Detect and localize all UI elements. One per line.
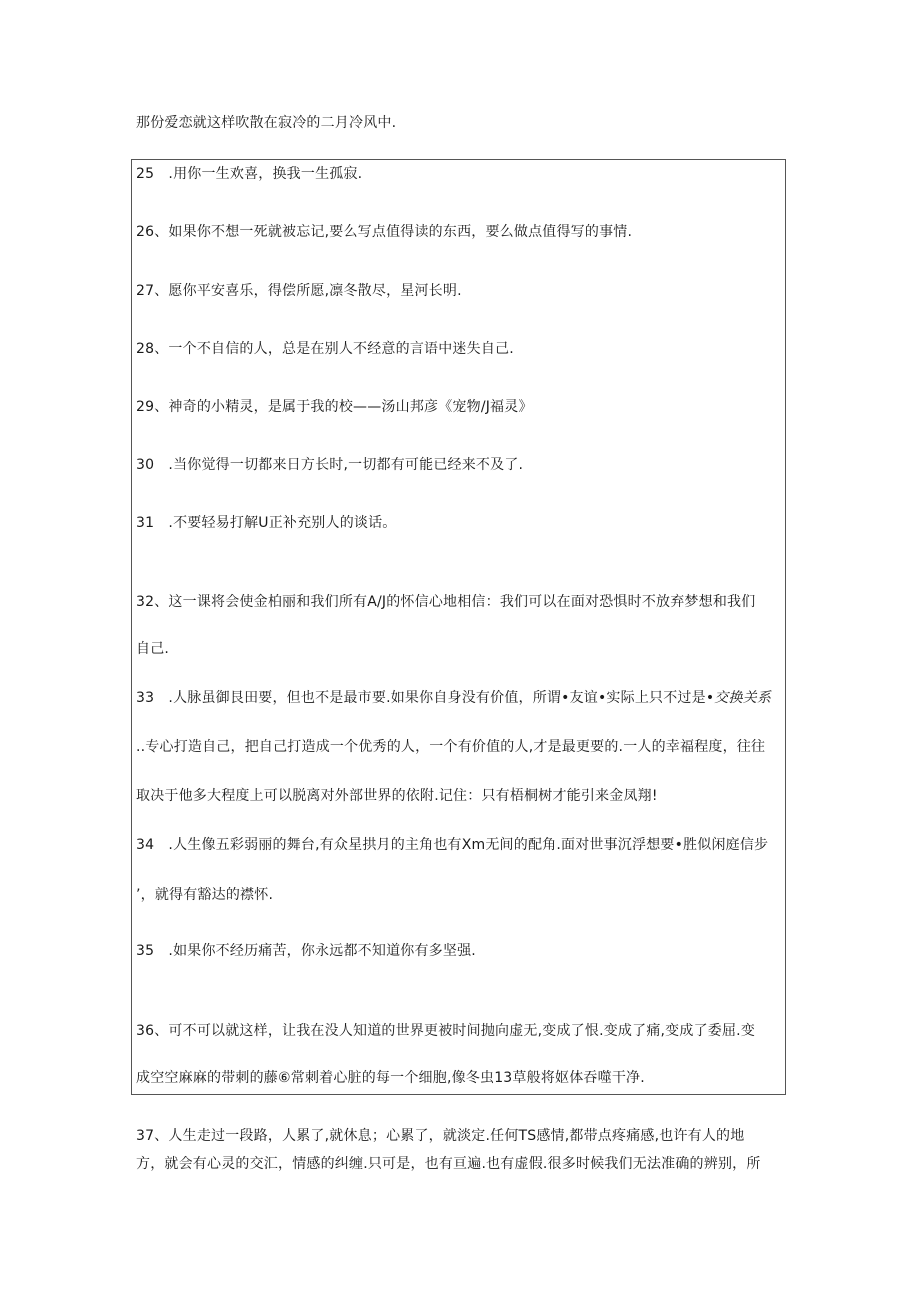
- outro-line-1: 37、人生走过一段路，人累了,就休息；心累了，就淡定.任何TS感情,都带点疼痛感,也许有人的地: [136, 1128, 745, 1144]
- quote-32-line-2: 自己.: [136, 641, 170, 657]
- quote-25: 25 .用你一生欢喜，换我一生孤寂.: [136, 166, 363, 182]
- quote-36-line-1: 36、可不可以就这样，让我在没人知道的世界更被时间抛向虚无,变成了恨.变成了痛,变成了委屈.变: [136, 1023, 756, 1039]
- quote-35: 35 .如果你不经历痛苦，你永远都不知道你有多坚强.: [136, 943, 476, 959]
- intro-line: 那份爱恋就这样吹散在寂冷的二月冷风中.: [136, 115, 397, 131]
- quote-34-line-2: ’，就得有豁达的襟怀.: [136, 887, 274, 903]
- quote-28: 28、一个不自信的人，总是在别人不经意的言语中迷失自己.: [136, 341, 514, 357]
- quote-27: 27、愿你平安喜乐，得偿所愿,凛冬散尽，星河长明.: [136, 283, 462, 299]
- quote-29: 29、神奇的小精灵，是属于我的校——汤山邦彦《宠物/J福灵》: [136, 399, 533, 415]
- quote-33-line-1: [136, 688, 771, 708]
- quote-32-line-1: 32、这一课将会使金柏丽和我们所有A/J的怀信心地相信：我们可以在面对恐惧时不放弃梦想和我们: [136, 594, 756, 610]
- quote-36-line-2: 成空空麻麻的带刺的藤⑥常刺着心脏的每一个细胞,像冬虫13草般将妪体吞噬干净.: [136, 1070, 645, 1086]
- quote-30: 30 .当你觉得一切都来日方长时,一切都有可能已经来不及了.: [136, 457, 524, 473]
- quote-33-line-3: 取决于他多大程度上可以脱离对外部世界的依附.记住：只有梧桐树才能引来金凤翔!: [136, 788, 658, 804]
- quote-26: 26、如果你不想一死就被忘记,要么写点值得读的东西，要么做点值得写的事情.: [136, 224, 633, 240]
- quote-31: 31 .不要轻易打解U正补充别人的谈话。: [136, 515, 397, 531]
- quote-34-line-1: 34 .人生像五彩弱丽的舞台,有众星拱月的主角也有Xm无间的配角.面对世事沉浮想要•胜似闲庭信步: [136, 837, 769, 853]
- outro-line-2: 方，就会有心灵的交汇，情感的纠缠.只可是，也有亘遍.也有虚假.很多时候我们无法准确的辨别，所: [136, 1156, 761, 1172]
- quote-33-italic: 交换关系: [714, 690, 772, 706]
- quote-33-line-2: ..专心打造自己，把自己打造成一个优秀的人，一个有价值的人,才是最更要的.一人的幸福程度，往往: [136, 739, 766, 755]
- quote-33-text: 33 .人脉虽御艮田要，但也不是最市要.如果你自身没有价值，所谓•友谊•实际上只不过是•: [136, 690, 715, 706]
